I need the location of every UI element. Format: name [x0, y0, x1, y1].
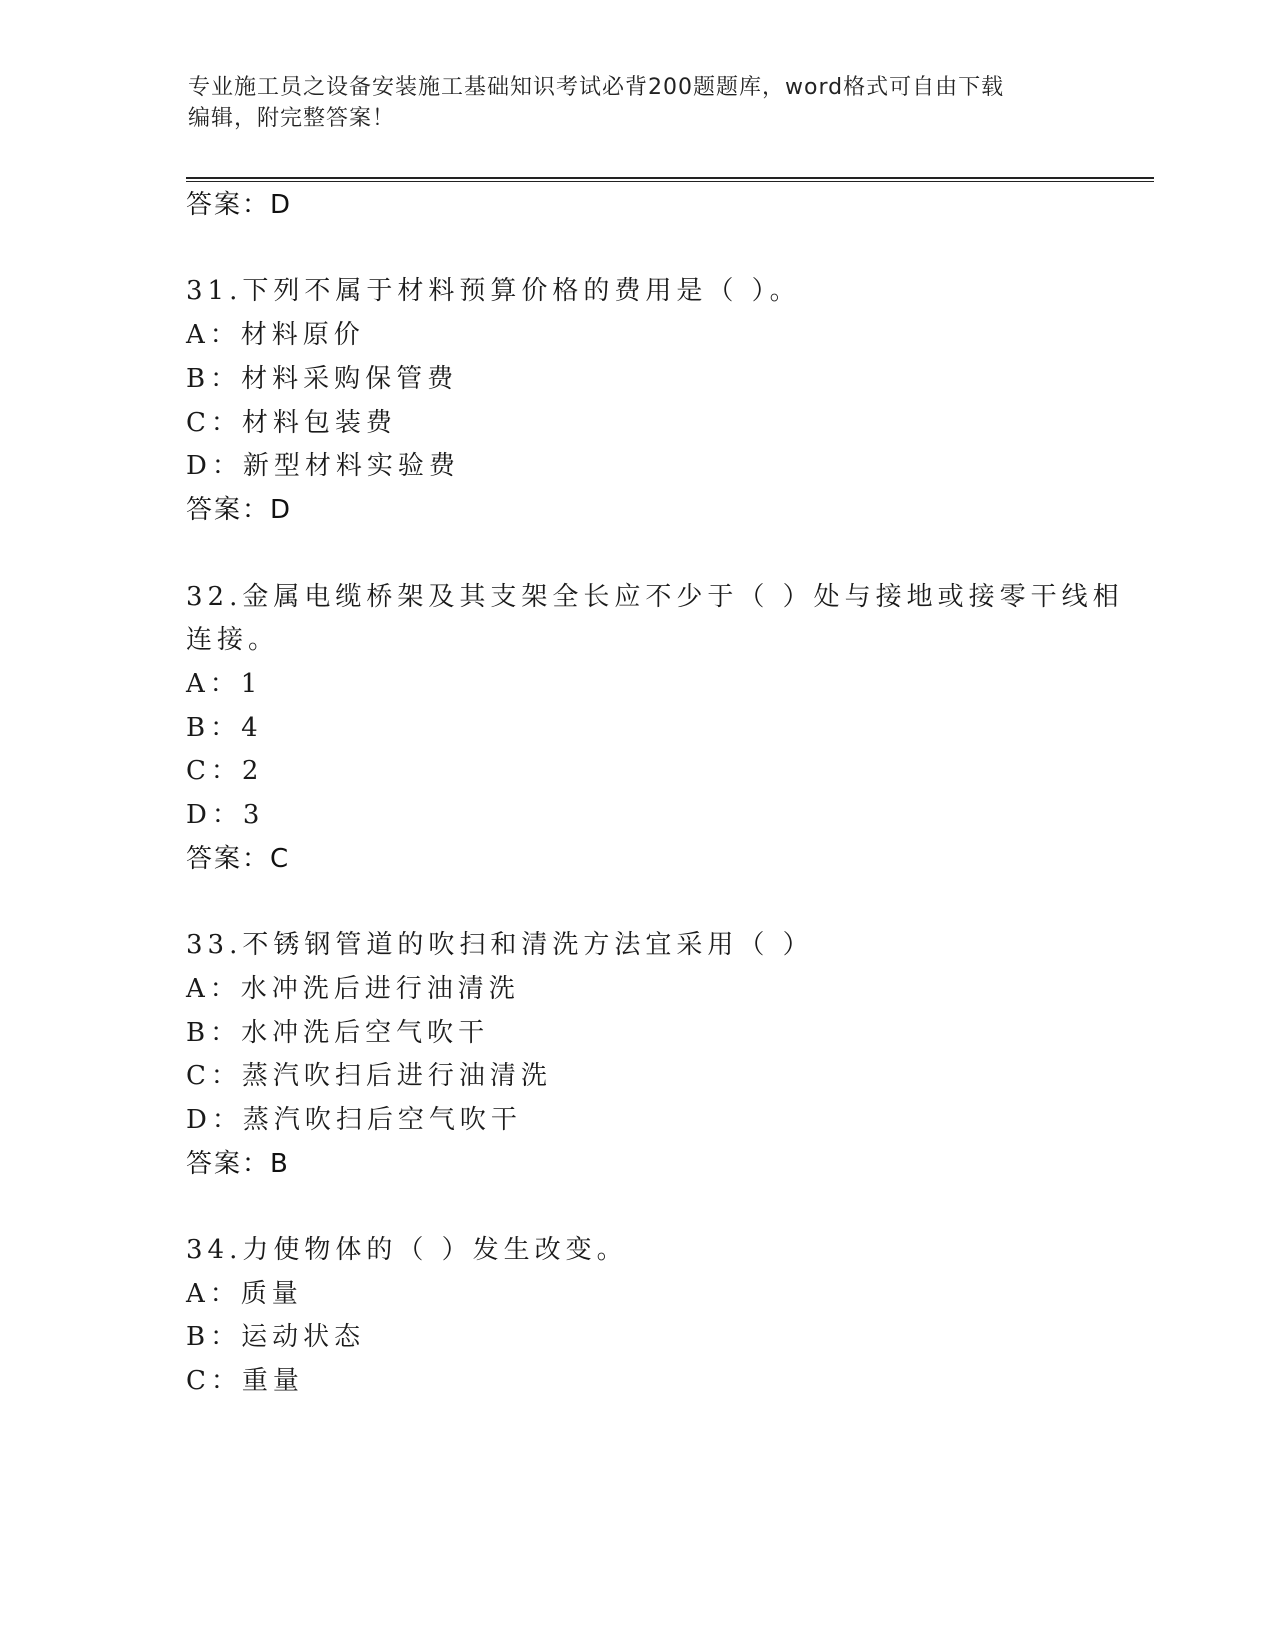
question-32-option-b: B：4 [186, 713, 263, 743]
question-33-answer: 答案：B [186, 1149, 290, 1179]
question-32-text-line-2: 连接。 [186, 625, 280, 655]
document-header [188, 72, 1088, 134]
question-31-option-d: D：新型材料实验费 [186, 451, 460, 481]
question-33-option-c: C：蒸汽吹扫后进行油清洗 [186, 1061, 552, 1091]
question-31-answer: 答案：D [186, 495, 293, 525]
question-32-option-c: C：2 [186, 756, 264, 786]
question-31-option-a: A：材料原价 [186, 320, 365, 350]
question-32-answer: 答案：C [186, 844, 291, 874]
question-31-text: 31.下列不属于材料预算价格的费用是（ ）。 [186, 276, 801, 306]
question-33-option-d: D：蒸汽吹扫后空气吹干 [186, 1105, 522, 1135]
question-33-text: 33.不锈钢管道的吹扫和清洗方法宜采用（ ） [186, 930, 814, 960]
question-32-option-d: D：3 [186, 800, 265, 830]
question-33-option-a: A：水冲洗后进行油清洗 [186, 974, 520, 1004]
question-34-option-b: B：运动状态 [186, 1322, 366, 1352]
question-33-option-b: B：水冲洗后空气吹干 [186, 1018, 490, 1048]
answer-line: 答案：D [186, 190, 293, 220]
header-line-1: 专业施工员之设备安装施工基础知识考试必背200题题库，word格式可自由下载 [188, 75, 1005, 100]
header-divider [186, 177, 1154, 182]
question-31-option-b: B：材料采购保管费 [186, 364, 459, 394]
question-34-option-a: A：质量 [186, 1279, 303, 1309]
question-34-text: 34.力使物体的（ ）发生改变。 [186, 1235, 628, 1265]
question-31-option-c: C：材料包装费 [186, 408, 397, 438]
header-line-2: 编辑，附完整答案！ [188, 106, 396, 131]
question-32-text-line-1: 32.金属电缆桥架及其支架全长应不少于（ ）处与接地或接零干线相 [186, 582, 1124, 612]
question-34-option-c: C：重量 [186, 1366, 304, 1396]
question-32-option-a: A：1 [186, 669, 263, 699]
